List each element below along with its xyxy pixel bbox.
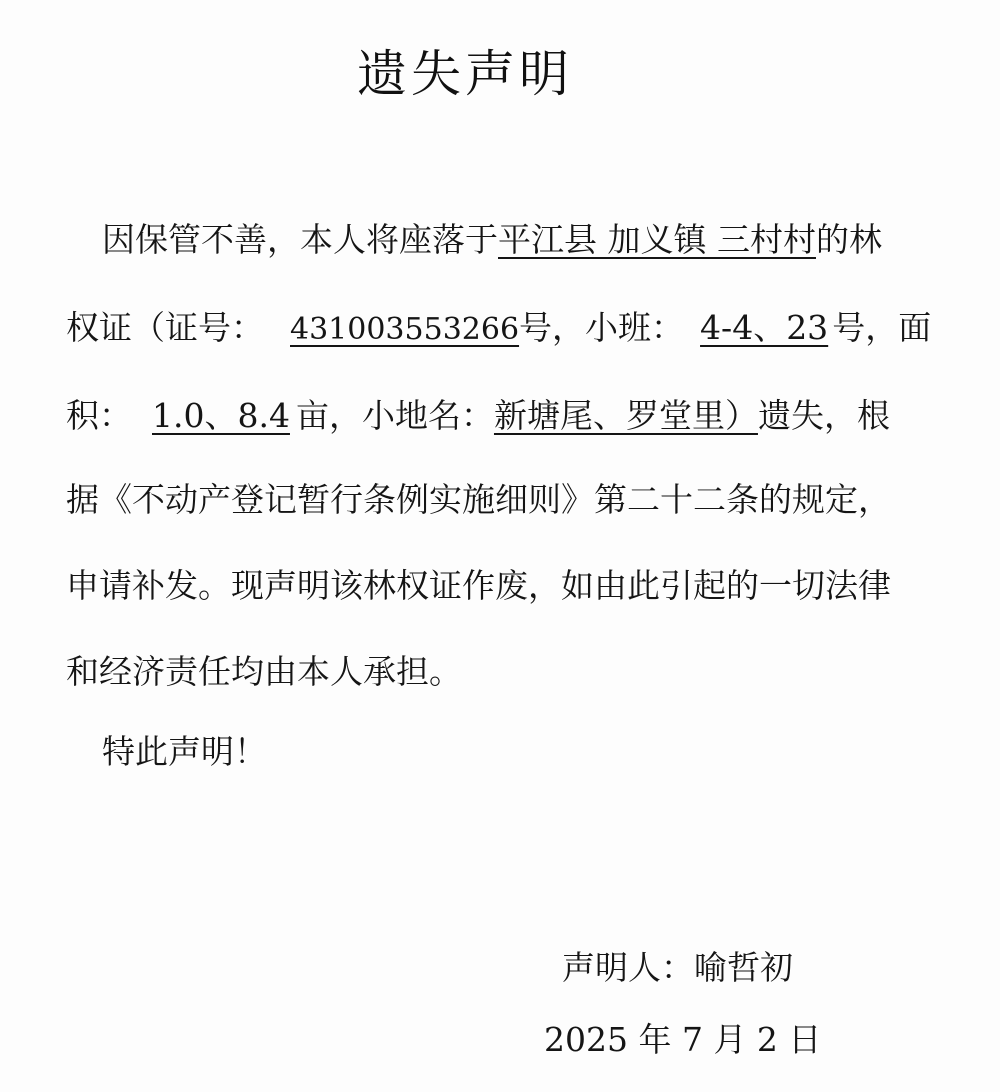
- document-title: 遗失声明: [357, 45, 573, 103]
- paragraph-line-3: [66, 390, 890, 437]
- paragraph-line-2: [66, 302, 931, 349]
- paragraph-line-4: 据《不动产登记暂行条例实施细则》第二十二条的规定，: [66, 480, 891, 519]
- text-segment: 号，面: [832, 308, 932, 347]
- location-field: 平江县 加义镇 三村村: [498, 220, 816, 259]
- place-names-field: 新塘尾、罗堂里）: [493, 396, 758, 435]
- text-segment: 的林: [815, 220, 882, 259]
- certificate-number-field: 431003553266: [290, 312, 520, 347]
- paragraph-line-1: [102, 214, 882, 261]
- text-segment: 遗失，根: [757, 396, 890, 435]
- area-field: 1.0、8.4: [152, 396, 290, 435]
- paragraph-line-6: 和经济责任均由本人承担。: [66, 652, 462, 691]
- text-segment: 号，小班：: [519, 308, 685, 347]
- declarant-name: 声明人：喻哲初: [562, 948, 793, 987]
- paragraph-line-5: 申请补发。现声明该林权证作废，如由此引起的一切法律: [66, 566, 891, 605]
- text-segment: 亩，小地名：: [295, 396, 494, 435]
- text-segment: 权证（证号：: [66, 308, 264, 347]
- plot-number-field: 4-4、23: [700, 308, 829, 347]
- closing-statement: 特此声明！: [102, 732, 267, 771]
- text-segment: 因保管不善，本人将座落于: [102, 220, 498, 259]
- declaration-date: 2025 年 7 月 2 日: [544, 1020, 822, 1059]
- text-segment: 积：: [66, 396, 132, 435]
